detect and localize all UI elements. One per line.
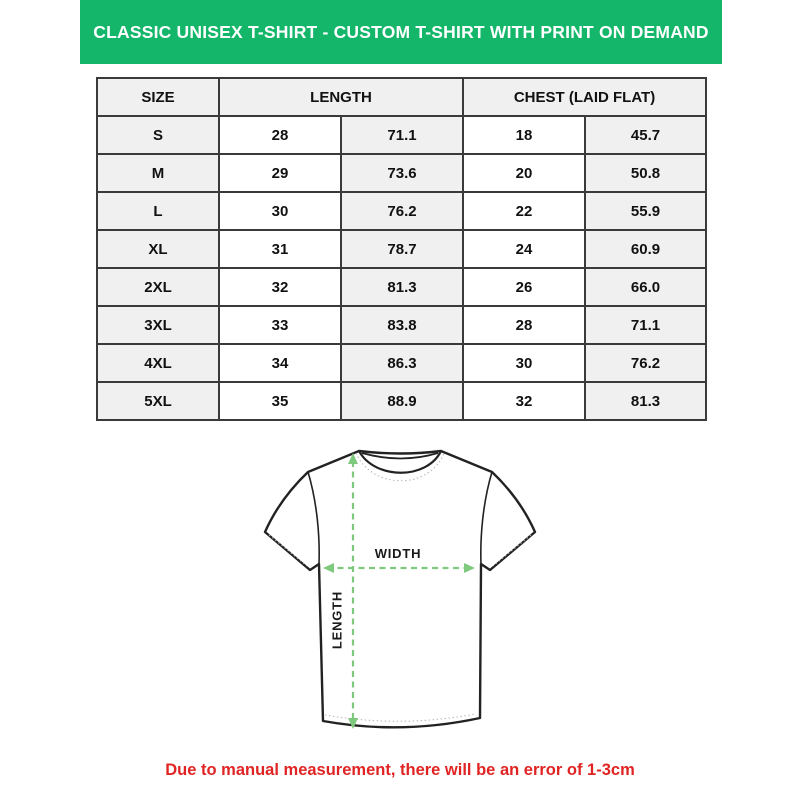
chest-cm-cell: 76.2 — [585, 344, 706, 382]
chest-cm-cell: 45.7 — [585, 116, 706, 154]
chest-in-cell: 32 — [463, 382, 585, 420]
chest-cm-cell: 81.3 — [585, 382, 706, 420]
table-row — [97, 306, 706, 344]
chest-cm-cell: 55.9 — [585, 192, 706, 230]
tshirt-outline-drawing — [255, 444, 545, 744]
chest-in-cell: 20 — [463, 154, 585, 192]
length-cm-cell: 88.9 — [341, 382, 463, 420]
length-cm-cell: 78.7 — [341, 230, 463, 268]
tshirt-measurement-diagram — [255, 444, 545, 744]
page-title: CLASSIC UNISEX T-SHIRT - CUSTOM T-SHIRT WITH PRINT ON DEMAND — [93, 21, 709, 42]
length-cm-cell: 76.2 — [341, 192, 463, 230]
length-in-cell: 32 — [219, 268, 341, 306]
table-row — [97, 192, 706, 230]
chest-cm-cell: 66.0 — [585, 268, 706, 306]
chest-cm-cell: 71.1 — [585, 306, 706, 344]
header-chest: CHEST (LAID FLAT) — [463, 78, 706, 116]
size-cell: 4XL — [97, 344, 219, 382]
chest-cm-cell: 60.9 — [585, 230, 706, 268]
size-cell: S — [97, 116, 219, 154]
length-label: LENGTH — [329, 590, 345, 650]
width-label: WIDTH — [374, 546, 422, 561]
length-cm-cell: 83.8 — [341, 306, 463, 344]
size-cell: 3XL — [97, 306, 219, 344]
measurement-disclaimer: Due to manual measurement, there will be an error of 1-3cm — [165, 761, 635, 779]
size-cell: L — [97, 192, 219, 230]
length-in-cell: 34 — [219, 344, 341, 382]
length-cm-cell: 71.1 — [341, 116, 463, 154]
chest-in-cell: 24 — [463, 230, 585, 268]
chest-in-cell: 30 — [463, 344, 585, 382]
header-length: LENGTH — [219, 78, 463, 116]
size-cell: M — [97, 154, 219, 192]
length-cm-cell: 81.3 — [341, 268, 463, 306]
length-in-cell: 28 — [219, 116, 341, 154]
length-in-cell: 30 — [219, 192, 341, 230]
table-row — [97, 268, 706, 306]
length-in-cell: 35 — [219, 382, 341, 420]
length-in-cell: 29 — [219, 154, 341, 192]
table-row — [97, 230, 706, 268]
chest-cm-cell: 50.8 — [585, 154, 706, 192]
table-header-row — [97, 78, 706, 116]
size-cell: 5XL — [97, 382, 219, 420]
size-cell: XL — [97, 230, 219, 268]
size-table — [96, 77, 707, 421]
length-cm-cell: 73.6 — [341, 154, 463, 192]
chest-in-cell: 18 — [463, 116, 585, 154]
table-row — [97, 344, 706, 382]
table-row — [97, 116, 706, 154]
chest-in-cell: 28 — [463, 306, 585, 344]
length-in-cell: 33 — [219, 306, 341, 344]
title-banner — [80, 0, 722, 64]
table-row — [97, 382, 706, 420]
length-cm-cell: 86.3 — [341, 344, 463, 382]
header-size: SIZE — [97, 78, 219, 116]
size-cell: 2XL — [97, 268, 219, 306]
chest-in-cell: 26 — [463, 268, 585, 306]
length-in-cell: 31 — [219, 230, 341, 268]
table-row — [97, 154, 706, 192]
chest-in-cell: 22 — [463, 192, 585, 230]
